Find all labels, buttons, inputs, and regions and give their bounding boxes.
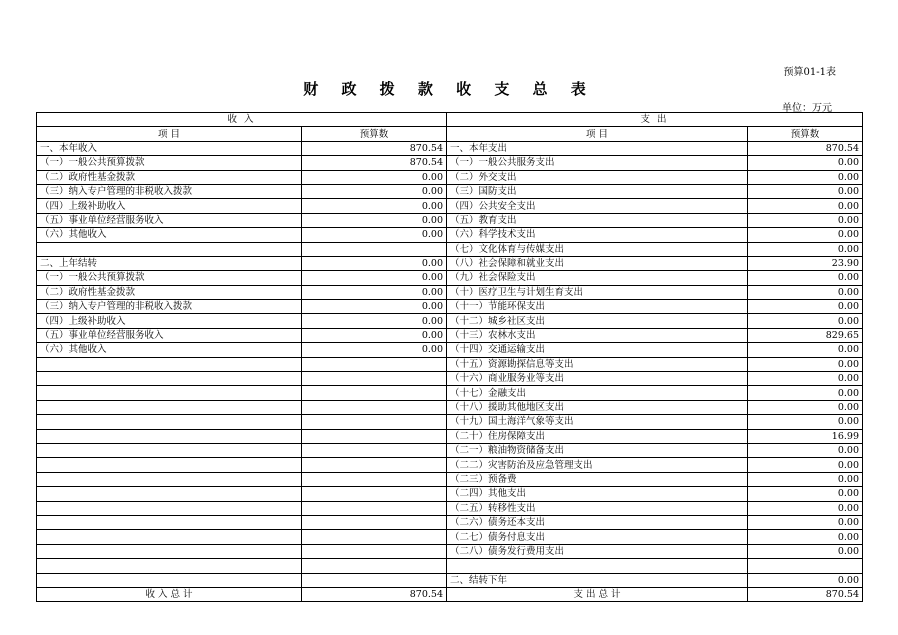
expense-item-cell: （十四）交通运输支出 (447, 343, 748, 357)
table-row (37, 242, 863, 256)
expense-amount-cell: 0.00 (748, 170, 863, 184)
income-item-cell (37, 559, 302, 573)
table-row (37, 472, 863, 486)
income-item-cell (37, 530, 302, 544)
income-item-cell: （六）其他收入 (37, 228, 302, 242)
table-row (37, 271, 863, 285)
expense-item-cell: （三）国防支出 (447, 184, 748, 198)
expense-amount-cell: 0.00 (748, 199, 863, 213)
expense-amount-cell: 0.00 (748, 400, 863, 414)
income-item-cell (37, 501, 302, 515)
income-item-cell (37, 415, 302, 429)
table-row (37, 256, 863, 270)
table-row (37, 199, 863, 213)
expense-amount-cell: 0.00 (748, 501, 863, 515)
income-amount-cell (302, 544, 447, 558)
income-amount-cell (302, 415, 447, 429)
income-amount-cell (302, 400, 447, 414)
expense-item-cell: （二三）预备费 (447, 472, 748, 486)
expense-item-cell: （四）公共安全支出 (447, 199, 748, 213)
expense-amount-cell: 0.00 (748, 573, 863, 587)
expense-item-cell: （十六）商业服务业等支出 (447, 372, 748, 386)
income-section-header: 收 入 (37, 113, 447, 127)
page-title: 财 政 拨 款 收 支 总 表 (303, 80, 595, 98)
income-amount-cell: 0.00 (302, 213, 447, 227)
income-item-cell (37, 357, 302, 371)
expense-amount-cell: 0.00 (748, 242, 863, 256)
budget-table (36, 112, 863, 602)
income-amount-cell: 0.00 (302, 170, 447, 184)
table-row (37, 328, 863, 342)
table-row (37, 544, 863, 558)
income-amount-cell: 870.54 (302, 156, 447, 170)
expense-amount-cell: 0.00 (748, 156, 863, 170)
expense-item-cell: 一、本年支出 (447, 141, 748, 155)
expense-item-cell: （十七）金融支出 (447, 386, 748, 400)
income-item-cell: （三）纳入专户管理的非税收入拨款 (37, 300, 302, 314)
expense-item-cell: （二七）债务付息支出 (447, 530, 748, 544)
income-amount-cell (302, 443, 447, 457)
table-row (37, 314, 863, 328)
expense-item-cell: （二四）其他支出 (447, 487, 748, 501)
expense-item-cell: （二二）灾害防治及应急管理支出 (447, 458, 748, 472)
expense-amount-cell: 0.00 (748, 343, 863, 357)
column-header-row (37, 127, 863, 141)
income-item-cell (37, 573, 302, 587)
income-amount-cell (302, 530, 447, 544)
expense-item-cell: （十八）援助其他地区支出 (447, 400, 748, 414)
expense-item-cell: （二五）转移性支出 (447, 501, 748, 515)
income-item-cell (37, 429, 302, 443)
expense-amount-cell: 0.00 (748, 472, 863, 486)
income-item-cell (37, 458, 302, 472)
income-item-cell: （三）纳入专户管理的非税收入拨款 (37, 184, 302, 198)
income-item-cell: 一、本年收入 (37, 141, 302, 155)
expense-item-cell: （六）科学技术支出 (447, 228, 748, 242)
income-item-cell: （四）上级补助收入 (37, 199, 302, 213)
expense-amount-cell: 0.00 (748, 515, 863, 529)
income-item-cell (37, 242, 302, 256)
expense-amount-cell: 0.00 (748, 357, 863, 371)
expense-section-header: 支 出 (447, 113, 863, 127)
expense-amount-cell (748, 559, 863, 573)
income-amount-cell (302, 487, 447, 501)
table-row (37, 487, 863, 501)
expense-item-cell: （一）一般公共服务支出 (447, 156, 748, 170)
expense-amount-cell: 0.00 (748, 487, 863, 501)
income-amount-cell (302, 515, 447, 529)
table-row (37, 501, 863, 515)
expense-amount-cell: 0.00 (748, 415, 863, 429)
income-amount-cell: 0.00 (302, 256, 447, 270)
expense-item-cell: （九）社会保险支出 (447, 271, 748, 285)
expense-item-cell: （二一）粮油物资储备支出 (447, 443, 748, 457)
income-item-cell (37, 515, 302, 529)
income-amount-cell: 0.00 (302, 271, 447, 285)
income-item-cell: （五）事业单位经营服务收入 (37, 213, 302, 227)
expense-amount-cell: 0.00 (748, 271, 863, 285)
expense-amount-cell: 0.00 (748, 184, 863, 198)
income-item-cell: （一）一般公共预算拨款 (37, 156, 302, 170)
income-amount-cell (302, 472, 447, 486)
expense-amount-cell: 829.65 (748, 328, 863, 342)
income-amount-cell (302, 372, 447, 386)
income-amount-cell: 0.00 (302, 343, 447, 357)
income-amount-cell: 0.00 (302, 314, 447, 328)
expense-item-cell: （八）社会保障和就业支出 (447, 256, 748, 270)
expense-item-cell: （十一）节能环保支出 (447, 300, 748, 314)
table-row (37, 515, 863, 529)
expense-item-cell: （二六）债务还本支出 (447, 515, 748, 529)
income-item-cell: （六）其他收入 (37, 343, 302, 357)
table-row (37, 285, 863, 299)
expense-amount-cell: 16.99 (748, 429, 863, 443)
expense-amount-cell: 0.00 (748, 314, 863, 328)
expense-item-cell: （二八）债务发行费用支出 (447, 544, 748, 558)
expense-total-label: 支 出 总 计 (447, 587, 748, 601)
expense-item-cell: （十九）国土海洋气象等支出 (447, 415, 748, 429)
expense-amount-cell: 23.90 (748, 256, 863, 270)
income-amount-cell: 0.00 (302, 228, 447, 242)
income-amount-cell: 0.00 (302, 285, 447, 299)
table-row (37, 415, 863, 429)
table-row (37, 530, 863, 544)
totals-row (37, 587, 863, 601)
amount-header-left: 预算数 (302, 127, 447, 141)
table-row (37, 386, 863, 400)
expense-amount-cell: 870.54 (748, 141, 863, 155)
income-item-cell (37, 386, 302, 400)
table-row (37, 458, 863, 472)
table-row (37, 443, 863, 457)
expense-amount-cell: 0.00 (748, 213, 863, 227)
income-amount-cell (302, 559, 447, 573)
expense-total-value: 870.54 (748, 587, 863, 601)
table-row (37, 141, 863, 155)
expense-amount-cell: 0.00 (748, 443, 863, 457)
income-item-cell (37, 372, 302, 386)
expense-amount-cell: 0.00 (748, 285, 863, 299)
income-item-cell (37, 544, 302, 558)
expense-item-cell: （十）医疗卫生与计划生育支出 (447, 285, 748, 299)
income-item-cell (37, 400, 302, 414)
income-amount-cell: 0.00 (302, 199, 447, 213)
expense-amount-cell: 0.00 (748, 372, 863, 386)
expense-amount-cell: 0.00 (748, 228, 863, 242)
unit-label: 单位：万元 (782, 103, 832, 114)
expense-amount-cell: 0.00 (748, 544, 863, 558)
expense-item-cell: （十五）资源勘探信息等支出 (447, 357, 748, 371)
expense-item-cell: 二、结转下年 (447, 573, 748, 587)
income-item-cell: （五）事业单位经营服务收入 (37, 328, 302, 342)
income-item-cell (37, 487, 302, 501)
item-header-right: 项 目 (447, 127, 748, 141)
income-amount-cell: 0.00 (302, 184, 447, 198)
expense-amount-cell: 0.00 (748, 386, 863, 400)
income-amount-cell: 0.00 (302, 328, 447, 342)
amount-header-right: 预算数 (748, 127, 863, 141)
item-header-left: 项 目 (37, 127, 302, 141)
income-item-cell: （二）政府性基金拨款 (37, 170, 302, 184)
table-row (37, 559, 863, 573)
income-item-cell: （四）上级补助收入 (37, 314, 302, 328)
expense-item-cell: （二）外交支出 (447, 170, 748, 184)
expense-item-cell: （七）文化体育与传媒支出 (447, 242, 748, 256)
income-amount-cell (302, 242, 447, 256)
table-row (37, 213, 863, 227)
expense-item-cell (447, 559, 748, 573)
income-item-cell: 二、上年结转 (37, 256, 302, 270)
income-amount-cell: 870.54 (302, 141, 447, 155)
expense-amount-cell: 0.00 (748, 530, 863, 544)
section-header-row (37, 113, 863, 127)
income-amount-cell (302, 357, 447, 371)
expense-amount-cell: 0.00 (748, 300, 863, 314)
expense-item-cell: （十二）城乡社区支出 (447, 314, 748, 328)
table-row (37, 429, 863, 443)
expense-item-cell: （二十）住房保障支出 (447, 429, 748, 443)
income-amount-cell (302, 429, 447, 443)
table-row (37, 170, 863, 184)
income-item-cell: （二）政府性基金拨款 (37, 285, 302, 299)
income-item-cell: （一）一般公共预算拨款 (37, 271, 302, 285)
expense-amount-cell: 0.00 (748, 458, 863, 472)
income-amount-cell (302, 501, 447, 515)
table-row (37, 228, 863, 242)
table-row (37, 357, 863, 371)
expense-item-cell: （十三）农林水支出 (447, 328, 748, 342)
table-row (37, 400, 863, 414)
income-total-value: 870.54 (302, 587, 447, 601)
income-amount-cell (302, 458, 447, 472)
table-row (37, 156, 863, 170)
table-row (37, 300, 863, 314)
income-total-label: 收 入 总 计 (37, 587, 302, 601)
income-item-cell (37, 443, 302, 457)
income-amount-cell: 0.00 (302, 300, 447, 314)
form-number: 预算01-1表 (783, 67, 836, 78)
table-row (37, 372, 863, 386)
expense-item-cell: （五）教育支出 (447, 213, 748, 227)
table-row (37, 343, 863, 357)
table-row (37, 573, 863, 587)
table-row (37, 184, 863, 198)
income-amount-cell (302, 386, 447, 400)
income-item-cell (37, 472, 302, 486)
income-amount-cell (302, 573, 447, 587)
